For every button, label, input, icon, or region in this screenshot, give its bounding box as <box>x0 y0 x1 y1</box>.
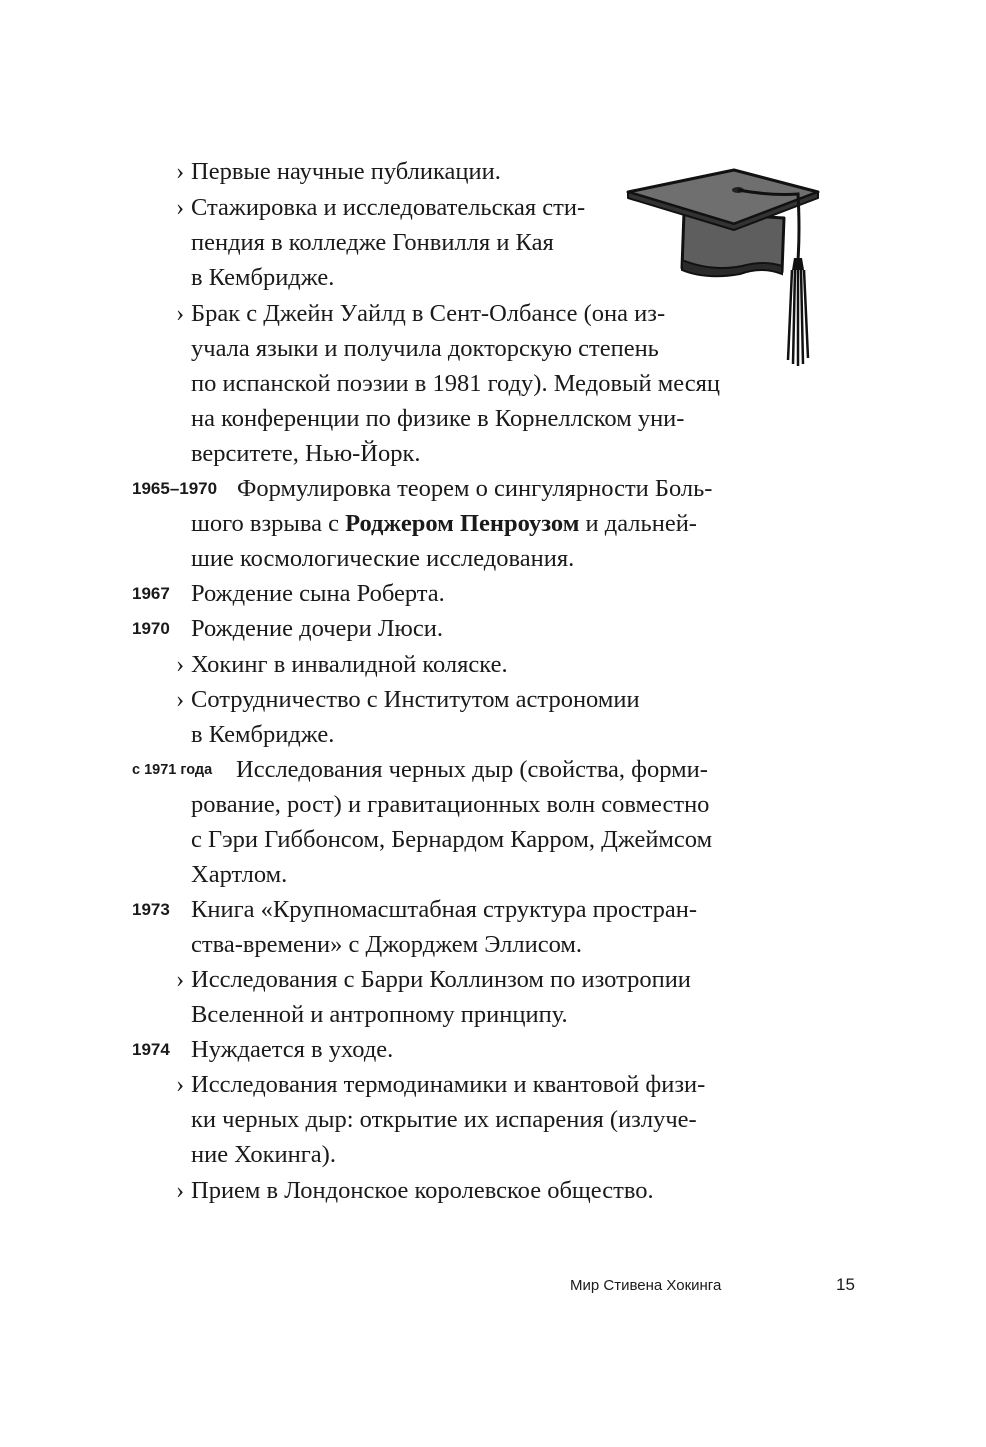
entry-text: Книга «Крупномасштабная структура простран- <box>191 896 698 923</box>
entry-text: Исследования термодинамики и квантовой физи- <box>191 1071 706 1098</box>
year-label: 1967 <box>132 584 170 603</box>
entry-text: Исследования черных дыр (свойства, форми- <box>236 756 708 783</box>
entry-text: Сотрудничество с Институтом астрономии <box>191 686 640 713</box>
entry-text: учала языки и получила докторскую степень <box>191 335 659 362</box>
entry-text: ства-времени» с Джорджем Эллисом. <box>191 931 583 958</box>
entry-text: Хартлом. <box>191 861 288 888</box>
running-footer-title: Мир Стивена Хокинга <box>570 1277 722 1294</box>
year-label: 1973 <box>132 900 170 919</box>
bullet-marker: › <box>176 1071 185 1098</box>
entry-text: Нуждается в уходе. <box>191 1036 394 1063</box>
bullet-marker: › <box>176 966 185 993</box>
person-name-bold: Роджером Пенроузом <box>345 510 580 537</box>
entry-text: ние Хокинга). <box>191 1141 336 1168</box>
year-label: 1974 <box>132 1040 170 1059</box>
entry-text: Первые научные публикации. <box>191 158 501 185</box>
entry-text: Рождение сына Роберта. <box>191 580 445 607</box>
bullet-marker: › <box>176 194 185 221</box>
entry-text: шие космологические исследования. <box>191 545 575 572</box>
entry-text: Стажировка и исследовательская сти- <box>191 194 586 221</box>
year-label: 1970 <box>132 619 170 638</box>
bullet-marker: › <box>176 1177 185 1204</box>
entry-text: Прием в Лондонское королевское общество. <box>191 1177 654 1204</box>
entry-text: Вселенной и антропному принципу. <box>191 1001 568 1028</box>
entry-text: Формулировка теорем о сингулярности Боль- <box>237 475 713 502</box>
entry-text: по испанской поэзии в 1981 году). Медовый месяц <box>191 370 720 397</box>
entry-text: ки черных дыр: открытие их испарения (излуче- <box>191 1106 697 1133</box>
bullet-marker: › <box>176 300 185 327</box>
page-number: 15 <box>836 1275 855 1294</box>
bullet-marker: › <box>176 158 185 185</box>
entry-text: в Кембридже. <box>191 264 335 291</box>
year-label: 1965–1970 <box>132 479 218 498</box>
entry-text: на конференции по физике в Корнеллском уни- <box>191 405 685 432</box>
entry-text: рование, рост) и гравитационных волн совместно <box>191 791 710 818</box>
entry-text: пендия в колледже Гонвилля и Кая <box>191 229 554 256</box>
entry-text: верситете, Нью-Йорк. <box>191 440 421 467</box>
bullet-marker: › <box>176 686 185 713</box>
entry-text: с Гэри Гиббонсом, Бернардом Карром, Джеймсом <box>191 826 713 853</box>
entry-text: шого взрыва с Роджером Пенроузом и дальней- <box>191 510 697 537</box>
entry-text: в Кембридже. <box>191 721 335 748</box>
bullet-marker: › <box>176 651 185 678</box>
entry-text: Брак с Джейн Уайлд в Сент-Олбансе (она из- <box>191 300 666 327</box>
entry-text: Исследования с Барри Коллинзом по изотропии <box>191 966 691 993</box>
year-label: с 1971 года <box>132 762 213 778</box>
entry-text: Хокинг в инвалидной коляске. <box>191 651 508 678</box>
entry-text: Рождение дочери Люси. <box>191 615 443 642</box>
